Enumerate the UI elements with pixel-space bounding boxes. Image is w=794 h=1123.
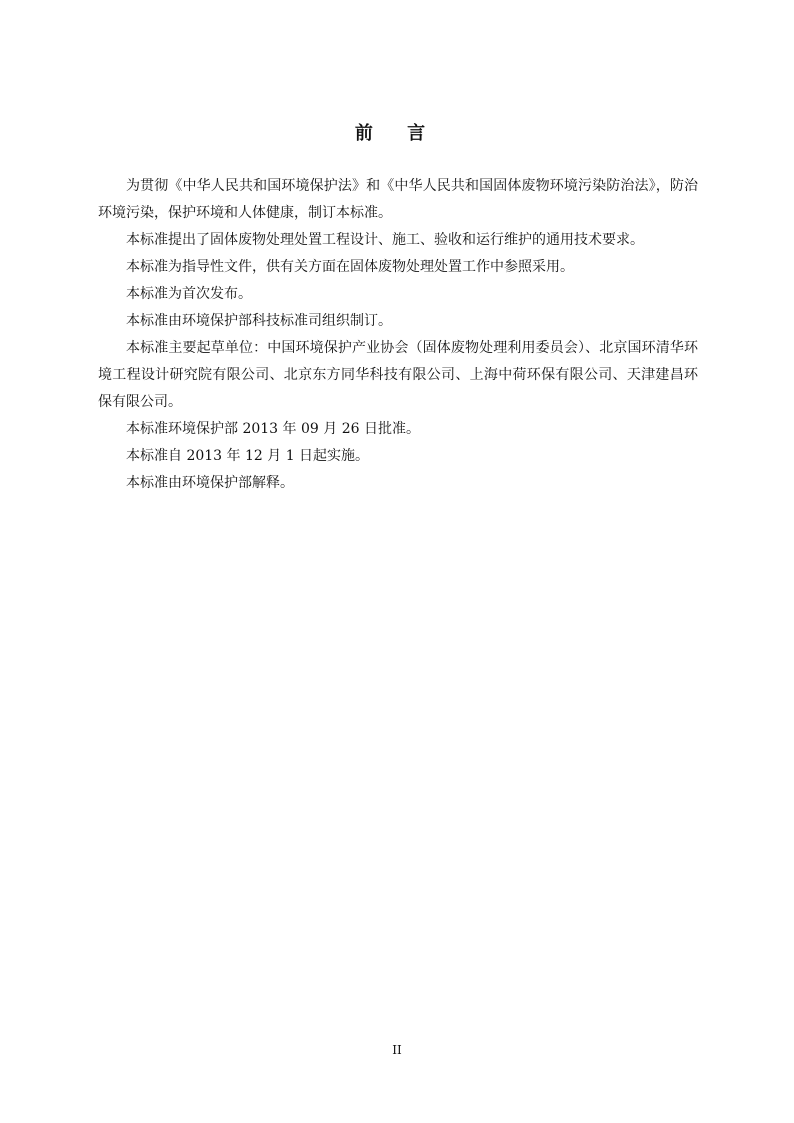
paragraph-effective-date: 本标准自 2013 年 12 月 1 日起实施。	[126, 448, 370, 464]
paragraph-interpretation: 本标准由环境保护部解释。	[126, 475, 294, 491]
preface-body	[98, 173, 698, 497]
paragraph-purpose: 为贯彻《中华人民共和国环境保护法》和《中华人民共和国固体废物环境污染防治法》，防治环境污染，保护环境和人体健康，制订本标准。	[98, 178, 698, 221]
page-title: 前 言	[354, 123, 440, 144]
page-number: II	[392, 1043, 402, 1057]
paragraph-nature: 本标准为指导性文件，供有关方面在固体废物处理处置工作中参照采用。	[126, 259, 574, 275]
paragraph-first-release: 本标准为首次发布。	[126, 286, 252, 302]
paragraph-approval-date: 本标准环境保护部 2013 年 09 月 26 日批准。	[126, 421, 420, 437]
paragraph-scope: 本标准提出了固体废物处理处置工程设计、施工、验收和运行维护的通用技术要求。	[126, 232, 644, 248]
paragraph-organizer: 本标准由环境保护部科技标准司组织制订。	[126, 313, 392, 329]
paragraph-drafting-units: 本标准主要起草单位：中国环境保护产业协会（固体废物处理利用委员会）、北京国环清华环境工程设计研究院有限公司、北京东方同华科技有限公司、上海中荷环保有限公司、天津建昌环保有限公司。	[98, 340, 698, 410]
